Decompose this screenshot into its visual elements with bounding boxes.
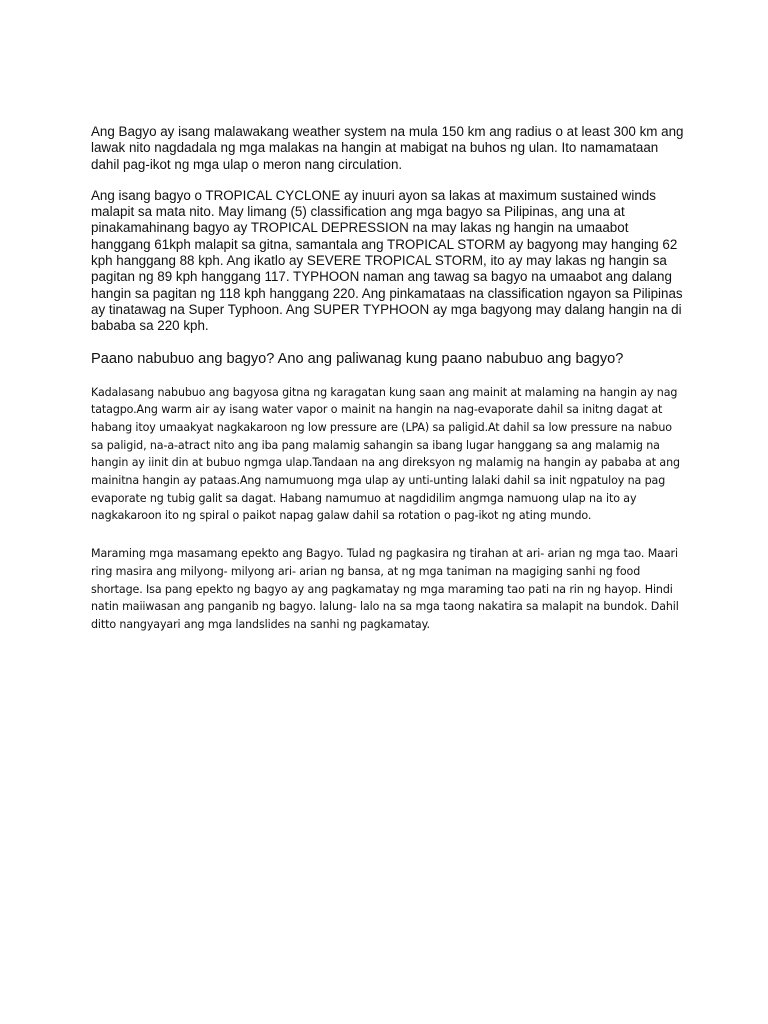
section-heading: Paano nabubuo ang bagyo? Ano ang paliwanag kung paano nabubuo ang bagyo? — [91, 350, 624, 367]
intro-paragraph-2: Ang isang bagyo o TROPICAL CYCLONE ay inuuri ayon sa lakas at maximum sustained winds malapit sa mata nito. May limang (5) classification ang mga bagyo sa Pilipinas, ang una at pinakamahinang bagyo ay TROPICAL DEPRESSION na may lakas ng hangin na umaabot hanggang 61kph malapit sa gitna, samantala ang TROPICAL STORM ay bagyong may hanging 62 kph hanggang 88 kph. Ang ikatlo ay SEVERE TROPICAL STORM, ito ay may lakas ng hangin sa pagitan ng 89 kph hanggang 117. TYPHOON naman ang tawag sa bagyo na umaabot ang dalang hangin sa pagitan ng 118 kph hanggang 220. Ang pinkamataas na classification ngayon sa Pilipinas ay tinatawag na Super Typhoon. Ang SUPER TYPHOON ay mga bagyong may dalang hangin na di bababa sa 220 kph. — [91, 187, 683, 334]
body-paragraph-2: Maraming mga masamang epekto ang Bagyo. Tulad ng pagkasira ng tirahan at ari- arian ng mga tao. Maari ring masira ang milyong- milyong ari- arian ng bansa, at ng mga taniman na magiging sanhi ng food shortage. Isa pang epekto ng bagyo ay ang pagkamatay ng mga maraming tao pati na rin ng hayop. Hindi natin maiiwasan ang panganib ng bagyo. lalung- lalo na sa mga taong nakatira sa malapit na bundok. Dahil ditto nangyayari ang mga landslides na sanhi ng pagkamatay. — [91, 547, 679, 631]
body-paragraph-1: Kadalasang nabubuo ang bagyosa gitna ng karagatan kung saan ang mainit at malaming na hangin ay nag tatagpo.Ang warm air ay isang water vapor o mainit na hangin na nag-evaporate dahil sa initng dagat at habang itoy umaakyat nagkakaroon ng low pressure are (LPA) sa paligid.At dahil sa low pressure na nabuo sa paligid, na-a-atract nito ang iba pang malamig sahangin sa ibang lugar hanggang sa ang malamig na hangin ay iinit din at bubuo ngmga ulap.Tandaan na ang direksyon ng malamig na hangin ay pababa at ang mainitna hangin ay pataas.Ang namumuong mga ulap ay unti-unting lalaki dahil sa init ngpatuloy na pag evaporate ng tubig galit sa dagat. Habang namumuo at nagdidilim angmga namuong ulap na ito ay nagkakaroon ito ng spiral o paikot napag galaw dahil sa rotation o pag-ikot ng ating mundo. — [91, 385, 680, 523]
intro-paragraph-1: Ang Bagyo ay isang malawakang weather system na mula 150 km ang radius o at least 300 km ang lawak nito nagdadala ng mga malakas na hangin at mabigat na buhos ng ulan. Ito namamataan dahil pag-ikot ng mga ulap o meron nang circulation. — [91, 124, 684, 172]
document-body — [91, 124, 686, 654]
